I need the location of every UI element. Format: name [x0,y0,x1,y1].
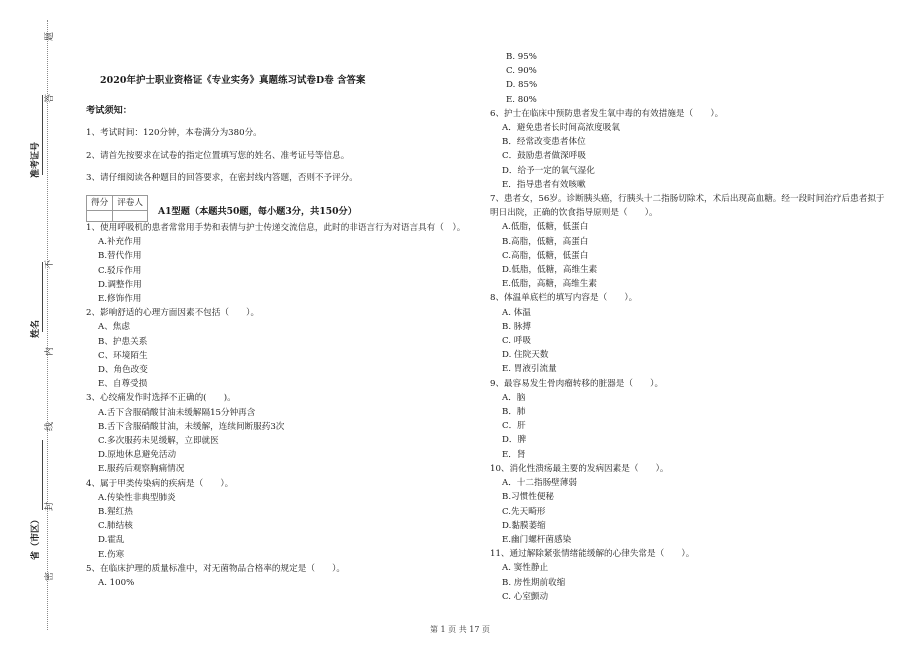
question-item [86,306,476,391]
answer-option[interactable]: A.舌下含服硝酸甘油未缓解隔15分钟再含 [98,407,256,418]
answer-option[interactable]: E. 80% [506,94,537,105]
answer-option[interactable]: E.低脂，高糖，高维生素 [502,279,597,290]
answer-option[interactable]: D.调整作用 [98,279,142,290]
notice-item: 1、考试时间：120分钟，本卷满分为380分。 [86,128,262,139]
answer-option[interactable]: B.替代作用 [98,251,142,262]
answer-option[interactable]: E.服药后观察胸痛情况 [98,464,185,475]
answer-option[interactable]: C.先天畸形 [502,506,546,517]
answer-option[interactable]: D.原地休息避免活动 [98,450,177,461]
answer-option[interactable]: D、角色改变 [98,365,148,376]
answer-option[interactable]: E．指导患者有效咳嗽 [502,179,586,190]
answer-option[interactable]: B.舌下含服硝酸甘油，未缓解，连续间断服药3次 [98,421,285,432]
answer-option[interactable]: A、焦虑 [98,322,130,333]
answer-option[interactable]: E. 胃液引流量 [502,364,557,375]
answer-option[interactable]: B. 95% [506,52,537,62]
answer-option[interactable]: D．脾 [502,435,527,446]
answer-option[interactable]: D.黏膜萎缩 [502,520,546,531]
question-stem: 7、患者女，56岁。诊断胰头癌，行胰头十二指肠切除术，术后出现高血糖。经一段时间治疗后患者拟于明日出院，正确的饮食指导原则是（ ）。 [490,194,885,219]
answer-option[interactable]: D. 住院天数 [502,350,549,361]
answer-option[interactable]: A.补充作用 [98,237,142,248]
seal-char: 封 [45,501,56,512]
section-header [86,195,476,221]
answer-option[interactable]: E.修饰作用 [98,294,142,305]
seal-char: 不 [45,259,56,270]
answer-option[interactable]: A．避免患者长时间高浓度吸氧 [502,123,620,134]
exam-id-label: 准考证号 [31,141,41,178]
question-stem: 5、在临床护理的质量标准中，对无菌物品合格率的规定是（ ）。 [86,563,345,574]
answer-option[interactable]: E、自尊受损 [98,379,148,390]
notice-heading: 考试须知： [86,105,132,117]
question-item [490,462,890,547]
answer-option[interactable]: C.驳斥作用 [98,265,142,276]
region-label: 省（市区） [31,514,41,560]
answer-option[interactable]: D.霍乱 [98,535,125,546]
answer-option[interactable]: D．给予一定的氧气湿化 [502,165,595,176]
binding-margin [0,0,70,650]
answer-option[interactable]: C．肝 [502,421,526,432]
question-item [490,192,890,291]
answer-option[interactable]: B.高脂，低糖，高蛋白 [502,236,589,247]
question-stem: 10、消化性溃疡最主要的发病因素是（ ）。 [490,463,669,474]
question-item [490,291,890,376]
seal-char: 线 [45,421,56,432]
answer-option[interactable]: A.传染性非典型肺炎 [98,492,176,503]
answer-option[interactable]: B、护患关系 [98,336,148,347]
score-cell[interactable] [87,211,113,222]
question-item [490,547,890,604]
question-stem: 4、属于甲类传染病的疾病是（ ）。 [86,478,234,489]
answer-option[interactable]: A．脑 [502,392,526,403]
answer-option[interactable]: B.猩红热 [98,507,133,518]
question-item [490,377,890,462]
document-title: 2020年护士职业资格证《专业实务》真题练习试卷D卷 含答案 [100,75,366,86]
answer-option[interactable]: C.多次服药未见缓解，立即就医 [98,436,219,447]
score-label: 得分 [87,196,113,211]
seal-char: 内 [45,346,56,357]
grader-label: 评卷人 [113,196,148,211]
answer-option[interactable]: C. 90% [506,66,537,77]
question-stem: 11、通过解除紧张情绪能缓解的心律失常是（ ）。 [490,549,695,560]
answer-option[interactable]: C.高脂，低糖，低蛋白 [502,250,589,261]
question-item [490,107,890,192]
answer-option[interactable]: B. 脉搏 [502,321,531,332]
answer-option[interactable]: B.习惯性便秘 [502,492,555,503]
region-line [42,440,43,510]
right-question-list [490,107,890,604]
left-question-list [86,221,476,590]
notice-item: 3、请仔细阅读各种题目的回答要求，在密封线内答题，否则不予评分。 [86,172,358,183]
seal-char: 题 [45,31,56,42]
question-stem: 2、影响舒适的心理方面因素不包括（ ）。 [86,308,260,319]
question-item [86,477,476,562]
seal-char: 答 [45,93,56,104]
score-box [86,195,148,222]
notice-item: 2、请首先按要求在试卷的指定位置填写您的姓名、准考证号等信息。 [86,150,350,161]
answer-option[interactable]: A. 体温 [502,307,531,318]
answer-option[interactable]: B．肺 [502,407,526,418]
name-line [42,262,43,332]
page-footer: 第 1 页 共 17 页 [430,625,490,634]
grader-cell[interactable] [113,211,148,222]
answer-option[interactable]: E．肾 [502,449,526,460]
answer-option[interactable]: D.低脂，低糖，高维生素 [502,265,598,276]
answer-option[interactable]: C．鼓励患者做深呼吸 [502,151,586,162]
answer-option[interactable]: B．经常改变患者体位 [502,137,586,148]
question-item [86,221,476,306]
answer-option[interactable]: E.伤寒 [98,549,125,560]
answer-option[interactable]: A.低脂，低糖，低蛋白 [502,222,589,233]
answer-option[interactable]: C. 心室颤动 [502,591,549,602]
right-column [490,50,890,604]
answer-option[interactable]: A. 窦性静止 [502,563,549,574]
question-stem: 1、使用呼吸机的患者常常用手势和表情与护士传递交流信息，此时的非语言行为对语言具有（ ）。 [86,223,466,234]
answer-option[interactable]: A. 100% [98,578,135,589]
question-stem: 8、体温单底栏的填写内容是（ ）。 [490,293,638,304]
q5-continued-options [490,50,890,107]
question-item [86,562,476,590]
seal-dotted-line [47,20,48,630]
section-title: A1型题（本题共50题，每小题3分，共150分） [158,206,357,218]
question-stem: 6、护士在临床中预防患者发生氧中毒的有效措施是（ ）。 [490,108,724,119]
answer-option[interactable]: D. 85% [506,80,538,91]
exam-id-line [42,95,43,175]
left-column [86,74,476,590]
answer-option[interactable]: C.肺结核 [98,521,133,532]
question-stem: 3、心绞痛发作时选择不正确的( )。 [86,393,236,404]
name-label: 姓名 [31,319,41,338]
answer-option[interactable]: C、环境陌生 [98,350,148,361]
question-stem: 9、最容易发生骨肉瘤转移的脏器是（ ）。 [490,378,664,389]
answer-option[interactable]: A．十二指肠壁薄弱 [502,478,577,489]
answer-option[interactable]: C. 呼吸 [502,336,531,347]
answer-option[interactable]: E.幽门螺杆菌感染 [502,534,572,545]
question-item [86,391,476,476]
seal-char: 密 [45,571,56,582]
answer-option[interactable]: B. 房性期前收缩 [502,577,566,588]
